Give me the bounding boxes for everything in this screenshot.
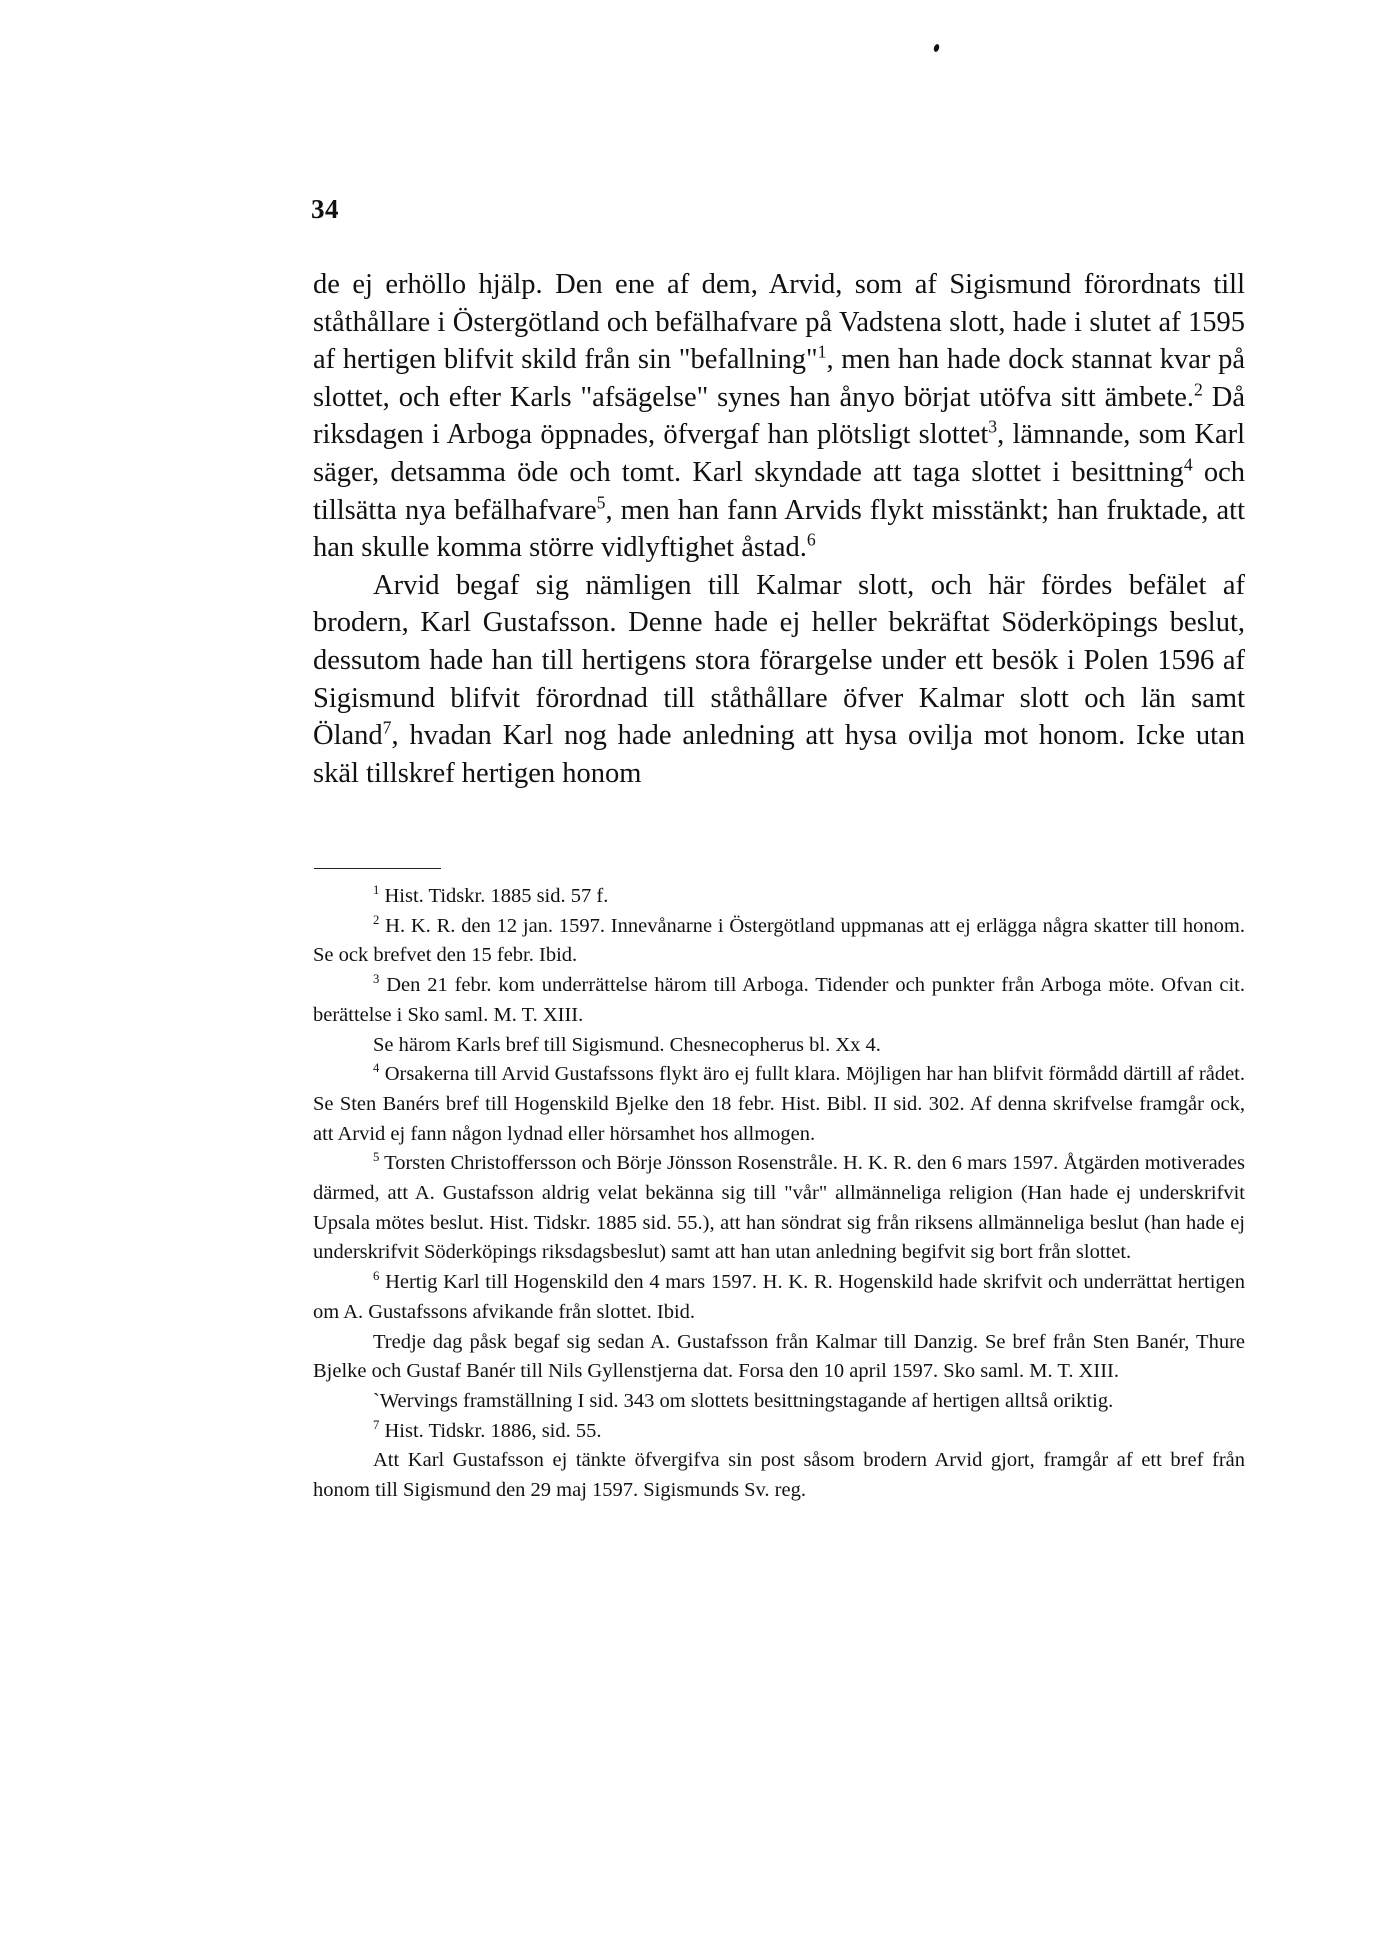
footnote-text: `Wervings framställning I sid. 343 om slottets besittningstagande af hertigen alltså oriktig. bbox=[373, 1389, 1114, 1412]
footnote-text: Se härom Karls bref till Sigismund. Chesnecopherus bl. Xx 4. bbox=[373, 1033, 881, 1056]
footnote-reference: 4 bbox=[1183, 454, 1193, 475]
footnote-continuation bbox=[313, 1031, 1245, 1061]
footnote-text: H. K. R. den 12 jan. 1597. Innevånarne i Östergötland uppmanas att ej erlägga några skatter till honom. Se ock brefvet den 15 febr. Ibid. bbox=[313, 914, 1245, 967]
text-run: , hvadan Karl nog hade anledning att hysa ovilja mot honom. Icke utan skäl tillskref hertigen honom bbox=[313, 720, 1245, 789]
footnote-text: Orsakerna till Arvid Gustafssons flykt äro ej fullt klara. Möjligen har han blifvit förmådd därtill af rådet. Se Sten Banérs bref till Hogenskild Bjelke den 18 febr. Hist. Bibl. II sid. 302. Af denna skrifvelse framgår ock, att Arvid ej fann någon lydnad eller hörsamhet hos allmogen. bbox=[313, 1063, 1245, 1145]
footnote-mark: 2 bbox=[373, 912, 380, 927]
text-run: Arvid begaf sig nämligen till Kalmar slott, och här fördes befälet af brodern, Karl Gustafsson. Denne hade ej heller bekräftat Söderköpings beslut, dessutom hade han till hertigens stora förargelse under ett besök i Polen 1596 af Sigismund blifvit förordnad till ståthållare öfver Kalmar slott och län samt Öland bbox=[313, 569, 1245, 752]
paragraph-1 bbox=[313, 266, 1245, 567]
footnote-text: Att Karl Gustafsson ej tänkte öfvergifva sin post såsom brodern Arvid gjort, framgår af ett bref från honom till Sigismund den 29 maj 1597. Sigismunds Sv. reg. bbox=[313, 1449, 1245, 1502]
footnote bbox=[313, 1149, 1245, 1268]
footnote bbox=[313, 912, 1245, 971]
footnote-text: Tredje dag påsk begaf sig sedan A. Gustafsson från Kalmar till Danzig. Se bref från Sten Banér, Thure Bjelke och Gustaf Banér till Nils Gyllenstjerna dat. Forsa den 10 april 1597. Sko saml. M. T. XIII. bbox=[313, 1330, 1245, 1383]
footnotes bbox=[313, 882, 1245, 1506]
footnote-mark: 5 bbox=[373, 1150, 380, 1165]
text-run: , men han hade dock stannat kvar på slottet, och efter Karls "afsägelse" synes han ånyo börjat utöfva sitt ämbete. bbox=[313, 344, 1245, 413]
text-run: och tillsätta nya befälhafvare bbox=[313, 456, 1245, 526]
footnote-reference: 6 bbox=[806, 529, 816, 550]
footnote-mark: 4 bbox=[373, 1061, 380, 1076]
page-number: 34 bbox=[311, 194, 339, 224]
text-run: , lämnande, som Karl säger, detsamma öde och tomt. Karl skyndade att taga slottet i besittning bbox=[313, 419, 1245, 488]
footnote-mark: 1 bbox=[373, 883, 380, 898]
footnote-divider bbox=[314, 868, 441, 869]
footnote-continuation bbox=[313, 1446, 1245, 1505]
footnote bbox=[313, 882, 1245, 912]
footnote-continuation bbox=[313, 1328, 1245, 1387]
footnote-text: Hertig Karl till Hogenskild den 4 mars 1597. H. K. R. Hogenskild hade skrifvit och underrättat hertigen om A. Gustafssons afvikande från slottet. Ibid. bbox=[313, 1271, 1245, 1323]
footnote-reference: 3 bbox=[988, 416, 998, 437]
footnote-text: Hist. Tidskr. 1886, sid. 55. bbox=[379, 1419, 602, 1442]
footnote-text: Den 21 febr. kom underrättelse härom till Arboga. Tidender och punkter från Arboga möte. Ofvan cit. berättelse i Sko saml. M. T. XIII. bbox=[313, 974, 1245, 1026]
text-run: Då riksdagen i Arboga öppnades, öfvergaf han plötsligt slottet bbox=[313, 381, 1246, 451]
text-run: de ej erhöllo hjälp. Den ene af dem, Arvid, som af Sigismund förordnats till ståthållare i Östergötland och befälhafvare på Vadstena slott, hade i slutet af 1595 af hertigen blifvit skild från sin "befallning" bbox=[313, 269, 1245, 376]
print-speck bbox=[933, 43, 940, 52]
footnote bbox=[313, 1417, 1245, 1447]
footnote-reference: 5 bbox=[596, 492, 606, 513]
footnote bbox=[313, 971, 1245, 1030]
body-text bbox=[313, 266, 1245, 792]
footnote-mark: 7 bbox=[373, 1417, 380, 1432]
footnote-text: Hist. Tidskr. 1885 sid. 57 f. bbox=[379, 885, 609, 907]
footnote-continuation bbox=[313, 1387, 1245, 1417]
footnote-reference: 7 bbox=[382, 717, 392, 738]
footnote-text: Torsten Christoffersson och Börje Jönsson Rosenstråle. H. K. R. den 6 mars 1597. Åtgärden motiverades därmed, att A. Gustafsson aldrig velat bekänna sig till "vår" allmänneliga religion (Han hade ej underskrifvit Upsala mötes beslut. Hist. Tidskr. 1885 sid. 55.), att han söndrat sig från riksens allmänneliga beslut (han hade ej underskrifvit Söderköpings riksdagsbeslut) samt att han utan anledning begifvit sig bort från slottet. bbox=[313, 1152, 1245, 1264]
footnote-mark: 6 bbox=[373, 1269, 380, 1284]
paragraph-2 bbox=[313, 567, 1245, 793]
footnote bbox=[313, 1060, 1245, 1149]
footnote-reference: 1 bbox=[817, 341, 827, 362]
footnote-mark: 3 bbox=[373, 972, 380, 987]
footnote bbox=[313, 1268, 1245, 1327]
footnote-reference: 2 bbox=[1194, 379, 1203, 400]
text-run: , men han fann Arvids flykt misstänkt; han fruktade, att han skulle komma större vidlyftighet åstad. bbox=[313, 494, 1245, 564]
